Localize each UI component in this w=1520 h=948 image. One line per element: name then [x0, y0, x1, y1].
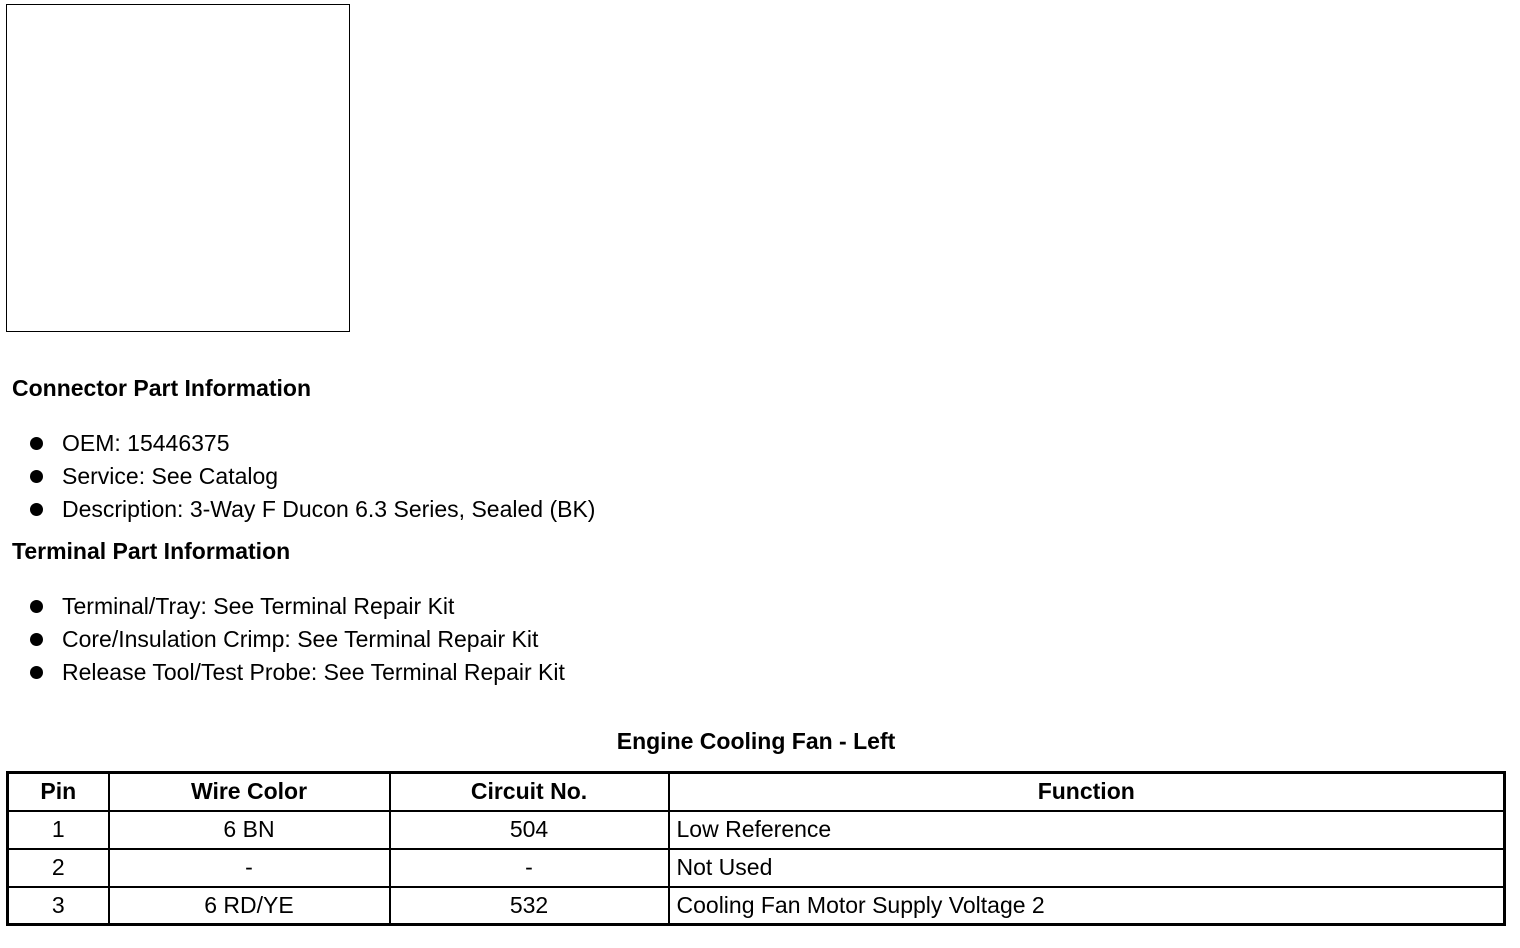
terminal-part-info-heading: Terminal Part Information	[12, 538, 291, 564]
pin-cell: 1	[8, 811, 109, 849]
function-cell: Low Reference	[669, 811, 1505, 849]
list-item	[28, 623, 565, 656]
table-title: Engine Cooling Fan - Left	[616, 728, 896, 754]
list-item-text: Terminal/Tray: See Terminal Repair Kit	[62, 593, 455, 619]
column-header-pin: Pin	[8, 773, 109, 811]
list-item-text: Release Tool/Test Probe: See Terminal Repair Kit	[62, 659, 565, 685]
function-cell: Cooling Fan Motor Supply Voltage 2	[669, 887, 1505, 925]
function-cell: Not Used	[669, 849, 1505, 887]
terminal-part-info-list	[28, 590, 565, 689]
list-item-text: Service: See Catalog	[62, 463, 279, 489]
bullet-icon	[30, 503, 43, 516]
wire-color-cell: 6 RD/YE	[109, 887, 390, 925]
table-row	[8, 811, 1505, 849]
bullet-icon	[30, 437, 43, 450]
bullet-icon	[30, 470, 43, 483]
list-item	[28, 493, 595, 526]
circuit-cell: -	[390, 849, 669, 887]
connector-part-info-list	[28, 427, 595, 526]
connector-image-placeholder	[6, 4, 350, 332]
list-item	[28, 590, 565, 623]
circuit-cell: 532	[390, 887, 669, 925]
list-item	[28, 656, 565, 689]
bullet-icon	[30, 600, 43, 613]
list-item-text: Core/Insulation Crimp: See Terminal Repair Kit	[62, 626, 539, 652]
list-item-text: Description: 3-Way F Ducon 6.3 Series, Sealed (BK)	[62, 496, 596, 522]
pin-cell: 2	[8, 849, 109, 887]
table-row	[8, 887, 1505, 925]
list-item-text: OEM: 15446375	[62, 430, 230, 456]
wire-color-cell: -	[109, 849, 390, 887]
column-header-circuit: Circuit No.	[390, 773, 669, 811]
table-header-row	[8, 773, 1505, 811]
pin-cell: 3	[8, 887, 109, 925]
column-header-function: Function	[669, 773, 1505, 811]
list-item	[28, 460, 595, 493]
bullet-icon	[30, 633, 43, 646]
wire-color-cell: 6 BN	[109, 811, 390, 849]
circuit-cell: 504	[390, 811, 669, 849]
bullet-icon	[30, 666, 43, 679]
connector-part-info-heading: Connector Part Information	[12, 375, 312, 401]
pinout-table	[6, 771, 1506, 926]
table-row	[8, 849, 1505, 887]
column-header-wire-color: Wire Color	[109, 773, 390, 811]
list-item	[28, 427, 595, 460]
